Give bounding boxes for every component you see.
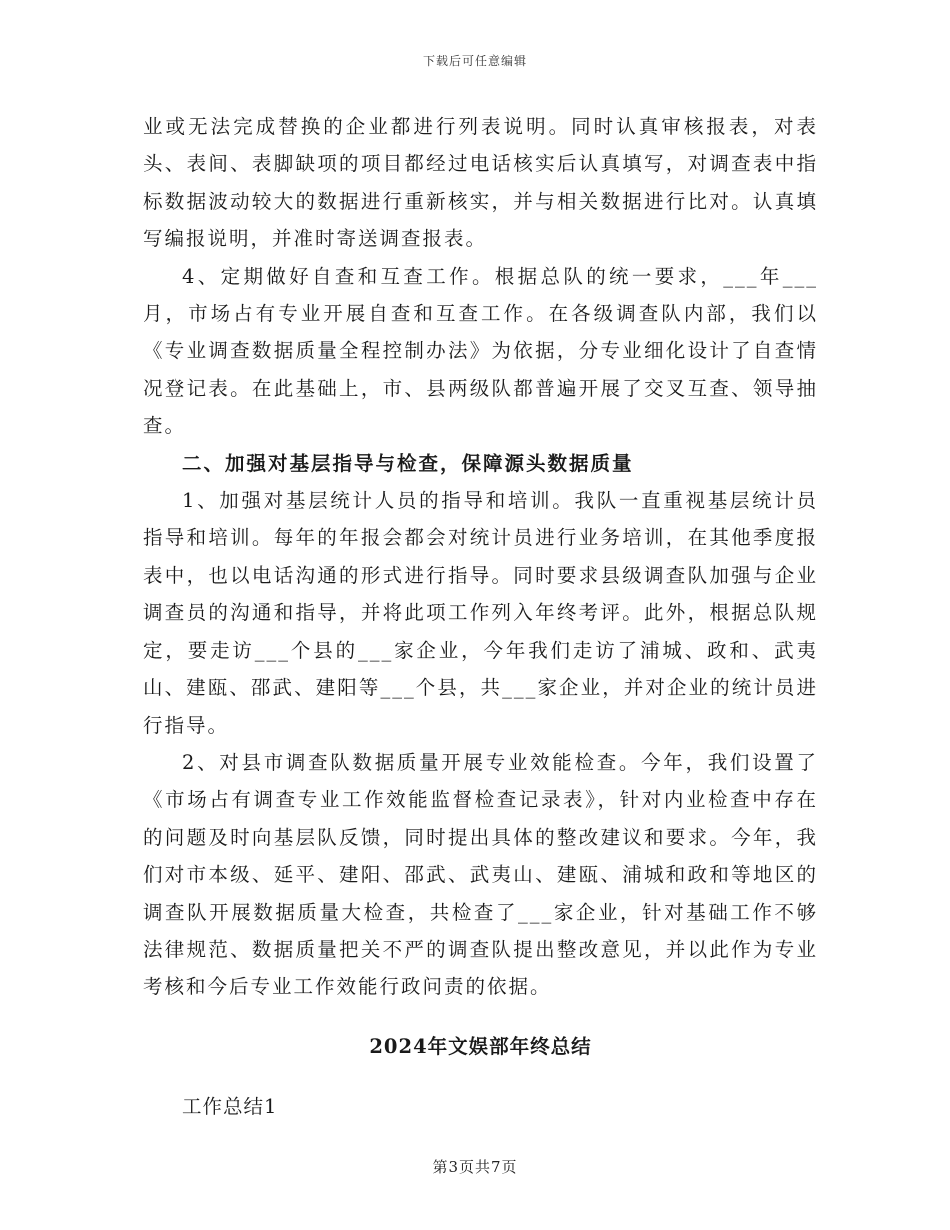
section-heading-2: 二、加强对基层指导与检查，保障源头数据质量	[182, 451, 634, 475]
paragraph-continuation: 业或无法完成替换的企业都进行列表说明。同时认真审核报表，对表头、表间、表脚缺项的项目都经过电话核实后认真填写，对调查表中指标数据波动较大的数据进行重新核实，并与相关数据进行比对。认真填写编报说明，并准时寄送调查报表。	[143, 115, 818, 251]
paragraph-guidance-training: 1、加强对基层统计人员的指导和培训。我队一直重视基层统计员指导和培训。每年的年报会都会对统计员进行业务培训，在其他季度报表中，也以电话沟通的形式进行指导。同时要求县级调查队加强与企业调查员的沟通和指导，并将此项工作列入年终考评。此外，根据总队规定，要走访___个县的___家企业，今年我们走访了浦城、政和、武夷山、建瓯、邵武、建阳等___个县，共___家企业，并对企业的统计员进行指导。	[143, 489, 818, 737]
page-number-footer: 第3页共7页	[432, 1158, 518, 1176]
document-body	[143, 108, 818, 1126]
document-title: 2024年文娱部年终总结	[369, 1034, 592, 1058]
paragraph-efficiency-check: 2、对县市调查队数据质量开展专业效能检查。今年，我们设置了《市场占有调查专业工作效能监督检查记录表》，针对内业检查中存在的问题及时向基层队反馈，同时提出具体的整改建议和要求。今年，我们对市本级、延平、建阳、邵武、武夷山、建瓯、浦城和政和等地区的调查队开展数据质量大检查，共检查了___家企业，针对基础工作不够法律规范、数据质量把关不严的调查队提出整改意见，并以此作为专业考核和今后专业工作效能行政问责的依据。	[143, 750, 818, 999]
paragraph-self-check: 4、定期做好自查和互查工作。根据总队的统一要求，___年___月，市场占有专业开展自查和互查工作。在各级调查队内部，我们以《专业调查数据质量全程控制办法》为依据，分专业细化设计了自查情况登记表。在此基础上，市、县两级队都普遍开展了交叉互查、领导抽查。	[143, 264, 818, 438]
page-header-note: 下载后可任意编辑	[422, 54, 527, 68]
subheading-work-summary: 工作总结1	[182, 1095, 278, 1119]
